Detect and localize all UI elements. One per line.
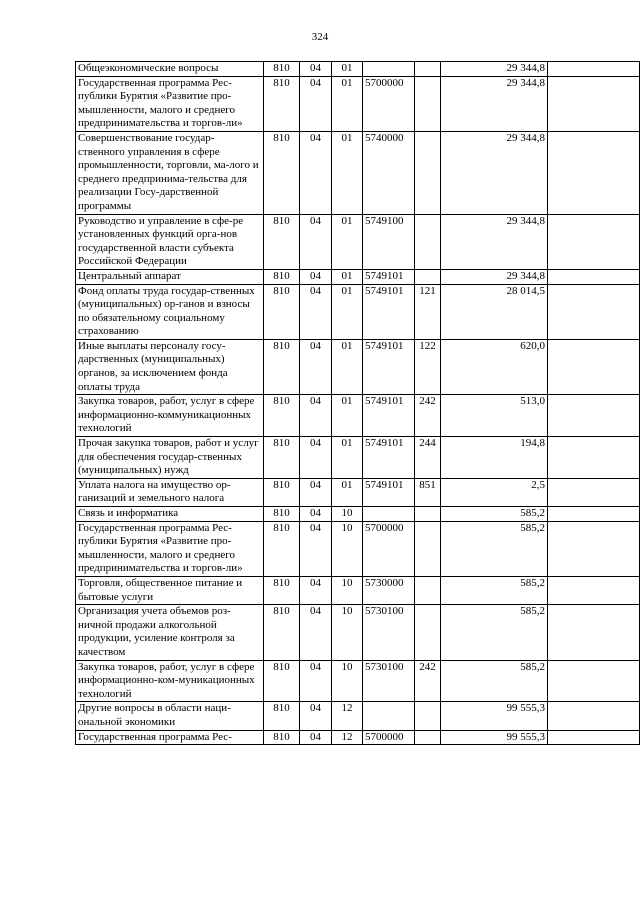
target-article-code: 5749101 [363, 339, 415, 394]
amount: 585,2 [441, 660, 548, 702]
target-article-code: 5730000 [363, 576, 415, 604]
ministry-code: 810 [264, 395, 300, 437]
section-code: 04 [300, 702, 332, 730]
amount: 28 014,5 [441, 284, 548, 339]
row-name: Совершенствование государ-ственного управления в сфере промышленности, торговли, ма-лого и среднего предпринима-тельства для реализации Госу-дарственной программы [76, 131, 264, 214]
row-name: Государственная программа Рес- [76, 730, 264, 745]
budget-table [75, 61, 640, 745]
expense-type-code [415, 507, 441, 522]
empty-cell [548, 437, 640, 479]
ministry-code: 810 [264, 339, 300, 394]
empty-cell [548, 62, 640, 77]
amount: 513,0 [441, 395, 548, 437]
expense-type-code: 242 [415, 660, 441, 702]
target-article-code: 5700000 [363, 521, 415, 576]
amount: 585,2 [441, 605, 548, 660]
empty-cell [548, 76, 640, 131]
table-row [76, 730, 640, 745]
empty-cell [548, 605, 640, 660]
expense-type-code [415, 605, 441, 660]
expense-type-code [415, 730, 441, 745]
amount: 29 344,8 [441, 214, 548, 269]
empty-cell [548, 660, 640, 702]
subsection-code: 10 [332, 660, 363, 702]
subsection-code: 01 [332, 478, 363, 506]
table-row [76, 214, 640, 269]
expense-type-code [415, 576, 441, 604]
ministry-code: 810 [264, 131, 300, 214]
section-code: 04 [300, 76, 332, 131]
target-article-code: 5749100 [363, 214, 415, 269]
row-name: Уплата налога на имущество ор-ганизаций и земельного налога [76, 478, 264, 506]
row-name: Связь и информатика [76, 507, 264, 522]
table-row [76, 395, 640, 437]
amount: 29 344,8 [441, 269, 548, 284]
row-name: Общеэкономические вопросы [76, 62, 264, 77]
row-name: Закупка товаров, работ, услуг в сфере информационно-коммуникационных технологий [76, 395, 264, 437]
table-row [76, 62, 640, 77]
row-name: Иные выплаты персоналу госу-дарственных (муниципальных) органов, за исключением фонда оплаты труда [76, 339, 264, 394]
ministry-code: 810 [264, 660, 300, 702]
ministry-code: 810 [264, 730, 300, 745]
row-name: Торговля, общественное питание и бытовые услуги [76, 576, 264, 604]
target-article-code: 5749101 [363, 478, 415, 506]
expense-type-code [415, 269, 441, 284]
section-code: 04 [300, 339, 332, 394]
amount: 29 344,8 [441, 131, 548, 214]
row-name: Государственная программа Рес-публики Бурятия «Развитие про-мышленности, малого и среднего предпринимательства и торгов-ли» [76, 521, 264, 576]
subsection-code: 01 [332, 76, 363, 131]
amount: 2,5 [441, 478, 548, 506]
section-code: 04 [300, 284, 332, 339]
section-code: 04 [300, 395, 332, 437]
table-row [76, 284, 640, 339]
target-article-code: 5700000 [363, 76, 415, 131]
row-name: Фонд оплаты труда государ-ственных (муниципальных) ор-ганов и взносы по обязательному социальному страхованию [76, 284, 264, 339]
table-row [76, 437, 640, 479]
expense-type-code: 242 [415, 395, 441, 437]
row-name: Другие вопросы в области наци-ональной экономики [76, 702, 264, 730]
subsection-code: 10 [332, 576, 363, 604]
subsection-code: 01 [332, 437, 363, 479]
ministry-code: 810 [264, 702, 300, 730]
subsection-code: 01 [332, 339, 363, 394]
ministry-code: 810 [264, 269, 300, 284]
ministry-code: 810 [264, 214, 300, 269]
subsection-code: 10 [332, 521, 363, 576]
target-article-code: 5730100 [363, 605, 415, 660]
empty-cell [548, 339, 640, 394]
table-row [76, 76, 640, 131]
ministry-code: 810 [264, 605, 300, 660]
section-code: 04 [300, 521, 332, 576]
table-row [76, 576, 640, 604]
subsection-code: 01 [332, 395, 363, 437]
subsection-code: 12 [332, 730, 363, 745]
table-row [76, 339, 640, 394]
empty-cell [548, 507, 640, 522]
target-article-code: 5749101 [363, 269, 415, 284]
ministry-code: 810 [264, 478, 300, 506]
expense-type-code [415, 702, 441, 730]
row-name: Организация учета объемов роз-ничной продажи алкогольной продукции, усиление контроля за качеством [76, 605, 264, 660]
empty-cell [548, 269, 640, 284]
target-article-code: 5749101 [363, 437, 415, 479]
ministry-code: 810 [264, 507, 300, 522]
subsection-code: 12 [332, 702, 363, 730]
expense-type-code [415, 521, 441, 576]
section-code: 04 [300, 62, 332, 77]
empty-cell [548, 284, 640, 339]
section-code: 04 [300, 576, 332, 604]
section-code: 04 [300, 214, 332, 269]
amount: 99 555,3 [441, 702, 548, 730]
row-name: Государственная программа Рес-публики Бурятия «Развитие про-мышленности, малого и среднего предпринимательства и торгов-ли» [76, 76, 264, 131]
subsection-code: 01 [332, 284, 363, 339]
section-code: 04 [300, 507, 332, 522]
table-row [76, 702, 640, 730]
subsection-code: 01 [332, 269, 363, 284]
amount: 585,2 [441, 507, 548, 522]
subsection-code: 01 [332, 62, 363, 77]
subsection-code: 10 [332, 605, 363, 660]
amount: 585,2 [441, 576, 548, 604]
empty-cell [548, 702, 640, 730]
amount: 194,8 [441, 437, 548, 479]
target-article-code [363, 62, 415, 77]
ministry-code: 810 [264, 576, 300, 604]
expense-type-code [415, 131, 441, 214]
row-name: Руководство и управление в сфе-ре установленных функций орга-нов государственной власти субъекта Российской Федерации [76, 214, 264, 269]
expense-type-code: 121 [415, 284, 441, 339]
amount: 620,0 [441, 339, 548, 394]
expense-type-code [415, 214, 441, 269]
target-article-code: 5730100 [363, 660, 415, 702]
expense-type-code: 851 [415, 478, 441, 506]
table-body [76, 62, 640, 745]
empty-cell [548, 478, 640, 506]
amount: 29 344,8 [441, 62, 548, 77]
table-row [76, 478, 640, 506]
section-code: 04 [300, 730, 332, 745]
empty-cell [548, 521, 640, 576]
target-article-code [363, 702, 415, 730]
empty-cell [548, 730, 640, 745]
section-code: 04 [300, 437, 332, 479]
empty-cell [548, 214, 640, 269]
row-name: Прочая закупка товаров, работ и услуг для обеспечения государ-ственных (муниципальных) нужд [76, 437, 264, 479]
amount: 585,2 [441, 521, 548, 576]
table-row [76, 131, 640, 214]
empty-cell [548, 131, 640, 214]
ministry-code: 810 [264, 284, 300, 339]
table-row [76, 269, 640, 284]
section-code: 04 [300, 605, 332, 660]
target-article-code: 5700000 [363, 730, 415, 745]
empty-cell [548, 395, 640, 437]
ministry-code: 810 [264, 521, 300, 576]
page-number: 324 [311, 31, 329, 43]
table-row [76, 605, 640, 660]
target-article-code: 5749101 [363, 284, 415, 339]
ministry-code: 810 [264, 62, 300, 77]
ministry-code: 810 [264, 76, 300, 131]
table-row [76, 521, 640, 576]
target-article-code [363, 507, 415, 522]
section-code: 04 [300, 131, 332, 214]
row-name: Закупка товаров, работ, услуг в сфере информационно-ком-муникационных технологий [76, 660, 264, 702]
subsection-code: 01 [332, 214, 363, 269]
expense-type-code: 122 [415, 339, 441, 394]
amount: 99 555,3 [441, 730, 548, 745]
ministry-code: 810 [264, 437, 300, 479]
subsection-code: 10 [332, 507, 363, 522]
subsection-code: 01 [332, 131, 363, 214]
section-code: 04 [300, 478, 332, 506]
section-code: 04 [300, 660, 332, 702]
target-article-code: 5740000 [363, 131, 415, 214]
amount: 29 344,8 [441, 76, 548, 131]
target-article-code: 5749101 [363, 395, 415, 437]
section-code: 04 [300, 269, 332, 284]
expense-type-code [415, 62, 441, 77]
row-name: Центральный аппарат [76, 269, 264, 284]
expense-type-code [415, 76, 441, 131]
empty-cell [548, 576, 640, 604]
expense-type-code: 244 [415, 437, 441, 479]
table-row [76, 507, 640, 522]
table-row [76, 660, 640, 702]
